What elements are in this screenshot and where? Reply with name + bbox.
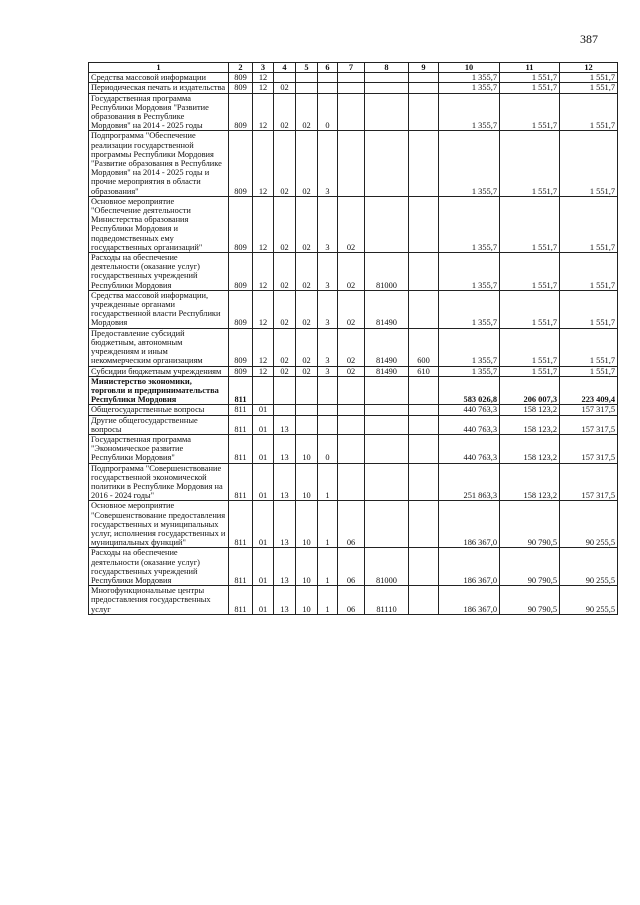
code-subsection: 02	[274, 328, 296, 366]
code-activity	[338, 376, 365, 405]
code-activity: 02	[338, 196, 365, 252]
code-direction: 81490	[365, 366, 409, 376]
table-row	[89, 548, 618, 586]
code-activity	[338, 93, 365, 131]
amount-col11: 90 790,5	[500, 501, 560, 548]
code-expense-type: 610	[409, 366, 439, 376]
code-direction	[365, 93, 409, 131]
code-subprogram	[318, 415, 338, 434]
row-name: Министерство экономики, торговли и предпринимательства Республики Мордовия	[89, 376, 229, 405]
code-program: 02	[296, 328, 318, 366]
code-expense-type	[409, 131, 439, 196]
row-name: Субсидии бюджетным учреждениям	[89, 366, 229, 376]
code-expense-type: 600	[409, 328, 439, 366]
code-subprogram	[318, 73, 338, 83]
code-program: 02	[296, 366, 318, 376]
code-ministry: 809	[229, 290, 253, 328]
code-direction	[365, 376, 409, 405]
amount-col11: 1 551,7	[500, 328, 560, 366]
table-row	[89, 366, 618, 376]
code-subprogram: 3	[318, 290, 338, 328]
code-activity	[338, 131, 365, 196]
code-expense-type	[409, 73, 439, 83]
code-direction	[365, 405, 409, 415]
amount-col12: 1 551,7	[560, 93, 618, 131]
code-direction	[365, 73, 409, 83]
code-subprogram	[318, 376, 338, 405]
row-name: Расходы на обеспечение деятельности (оказание услуг) государственных учреждений Республики Мордовия	[89, 253, 229, 291]
row-name: Периодическая печать и издательства	[89, 83, 229, 93]
row-name: Основное мероприятие "Совершенствование предоставления государственных и муниципальных услуг, исполнения государственных и муниципальных функций"	[89, 501, 229, 548]
code-activity: 02	[338, 253, 365, 291]
code-activity: 06	[338, 548, 365, 586]
code-program	[296, 73, 318, 83]
column-header: 11	[500, 63, 560, 73]
column-header: 9	[409, 63, 439, 73]
code-activity	[338, 83, 365, 93]
code-ministry: 811	[229, 376, 253, 405]
code-program: 10	[296, 586, 318, 615]
code-expense-type	[409, 548, 439, 586]
code-section: 12	[253, 366, 274, 376]
table-row	[89, 196, 618, 252]
code-subprogram: 3	[318, 131, 338, 196]
code-program: 02	[296, 253, 318, 291]
table-row	[89, 253, 618, 291]
code-subsection: 02	[274, 196, 296, 252]
table-row	[89, 434, 618, 463]
code-expense-type	[409, 463, 439, 501]
code-subsection: 13	[274, 434, 296, 463]
code-subsection: 02	[274, 93, 296, 131]
code-direction	[365, 501, 409, 548]
code-program: 10	[296, 501, 318, 548]
code-activity	[338, 434, 365, 463]
column-header: 5	[296, 63, 318, 73]
amount-col11: 1 551,7	[500, 131, 560, 196]
code-subsection: 02	[274, 253, 296, 291]
amount-col12: 1 551,7	[560, 73, 618, 83]
amount-col11: 158 123,2	[500, 415, 560, 434]
code-expense-type	[409, 83, 439, 93]
amount-col12: 157 317,5	[560, 405, 618, 415]
code-subprogram: 0	[318, 93, 338, 131]
column-header: 3	[253, 63, 274, 73]
amount-col12: 223 409,4	[560, 376, 618, 405]
row-name: Другие общегосударственные вопросы	[89, 415, 229, 434]
code-activity: 02	[338, 366, 365, 376]
budget-table	[88, 62, 618, 615]
amount-col12: 90 255,5	[560, 501, 618, 548]
code-ministry: 809	[229, 83, 253, 93]
row-name: Многофункциональные центры предоставления государственных услуг	[89, 586, 229, 615]
amount-col10: 1 355,7	[439, 253, 500, 291]
amount-col12: 1 551,7	[560, 253, 618, 291]
row-name: Предоставление субсидий бюджетным, автономным учреждениям и иным некоммерческим организациям	[89, 328, 229, 366]
code-activity: 06	[338, 501, 365, 548]
code-ministry: 809	[229, 366, 253, 376]
code-section: 12	[253, 328, 274, 366]
code-section: 12	[253, 253, 274, 291]
code-activity: 02	[338, 290, 365, 328]
column-header: 8	[365, 63, 409, 73]
amount-col10: 1 355,7	[439, 83, 500, 93]
code-ministry: 809	[229, 328, 253, 366]
code-activity: 06	[338, 586, 365, 615]
code-direction	[365, 196, 409, 252]
code-expense-type	[409, 501, 439, 548]
code-ministry: 811	[229, 463, 253, 501]
table-row	[89, 415, 618, 434]
code-section: 01	[253, 548, 274, 586]
code-direction	[365, 415, 409, 434]
code-subsection: 02	[274, 366, 296, 376]
code-ministry: 809	[229, 131, 253, 196]
table-row	[89, 586, 618, 615]
code-activity	[338, 405, 365, 415]
code-subprogram: 1	[318, 586, 338, 615]
code-direction: 81110	[365, 586, 409, 615]
amount-col12: 1 551,7	[560, 131, 618, 196]
code-subsection: 13	[274, 415, 296, 434]
code-program	[296, 405, 318, 415]
code-ministry: 809	[229, 253, 253, 291]
code-subprogram: 1	[318, 501, 338, 548]
code-section: 01	[253, 463, 274, 501]
code-subsection: 02	[274, 83, 296, 93]
code-ministry: 809	[229, 73, 253, 83]
code-activity	[338, 73, 365, 83]
code-expense-type	[409, 376, 439, 405]
table-row	[89, 73, 618, 83]
code-program: 02	[296, 93, 318, 131]
code-subprogram: 3	[318, 253, 338, 291]
amount-col10: 1 355,7	[439, 131, 500, 196]
page-number: 387	[580, 32, 598, 46]
table-row	[89, 463, 618, 501]
code-subsection	[274, 376, 296, 405]
column-header: 1	[89, 63, 229, 73]
code-expense-type	[409, 405, 439, 415]
code-subprogram: 0	[318, 434, 338, 463]
amount-col10: 583 026,8	[439, 376, 500, 405]
column-header: 12	[560, 63, 618, 73]
column-header: 6	[318, 63, 338, 73]
amount-col12: 1 551,7	[560, 366, 618, 376]
code-section: 12	[253, 131, 274, 196]
amount-col11: 206 007,3	[500, 376, 560, 405]
code-activity: 02	[338, 328, 365, 366]
amount-col11: 1 551,7	[500, 253, 560, 291]
code-direction: 81490	[365, 328, 409, 366]
code-expense-type	[409, 415, 439, 434]
row-name: Основное мероприятие "Обеспечение деятельности Министерства образования Республики Мордовия и подведомственных ему государственных организаций"	[89, 196, 229, 252]
code-activity	[338, 463, 365, 501]
table-row	[89, 405, 618, 415]
code-activity	[338, 415, 365, 434]
amount-col10: 1 355,7	[439, 196, 500, 252]
code-section	[253, 376, 274, 405]
code-subsection: 02	[274, 290, 296, 328]
amount-col10: 1 355,7	[439, 366, 500, 376]
code-section: 01	[253, 415, 274, 434]
row-name: Расходы на обеспечение деятельности (оказание услуг) государственных учреждений Республики Мордовия	[89, 548, 229, 586]
table-row	[89, 501, 618, 548]
column-header: 2	[229, 63, 253, 73]
amount-col11: 1 551,7	[500, 93, 560, 131]
amount-col11: 158 123,2	[500, 434, 560, 463]
code-subsection	[274, 73, 296, 83]
amount-col12: 90 255,5	[560, 548, 618, 586]
amount-col12: 1 551,7	[560, 328, 618, 366]
code-program: 02	[296, 290, 318, 328]
amount-col11: 1 551,7	[500, 73, 560, 83]
code-program	[296, 83, 318, 93]
amount-col11: 90 790,5	[500, 586, 560, 615]
code-direction: 81490	[365, 290, 409, 328]
amount-col10: 186 367,0	[439, 548, 500, 586]
amount-col11: 158 123,2	[500, 405, 560, 415]
code-subprogram: 1	[318, 463, 338, 501]
amount-col11: 158 123,2	[500, 463, 560, 501]
table-row	[89, 93, 618, 131]
code-section: 12	[253, 73, 274, 83]
code-ministry: 811	[229, 548, 253, 586]
code-direction	[365, 83, 409, 93]
code-expense-type	[409, 586, 439, 615]
code-ministry: 811	[229, 586, 253, 615]
code-ministry: 811	[229, 405, 253, 415]
table-row	[89, 328, 618, 366]
row-name: Общегосударственные вопросы	[89, 405, 229, 415]
code-subprogram: 3	[318, 196, 338, 252]
amount-col11: 90 790,5	[500, 548, 560, 586]
code-direction: 81000	[365, 548, 409, 586]
code-subsection: 13	[274, 548, 296, 586]
code-expense-type	[409, 93, 439, 131]
code-expense-type	[409, 196, 439, 252]
column-header: 10	[439, 63, 500, 73]
amount-col10: 1 355,7	[439, 93, 500, 131]
code-ministry: 811	[229, 415, 253, 434]
amount-col12: 1 551,7	[560, 83, 618, 93]
code-ministry: 811	[229, 501, 253, 548]
row-name: Средства массовой информации, учрежденные органами государственной власти Республики Мордовия	[89, 290, 229, 328]
code-ministry: 809	[229, 93, 253, 131]
table-row	[89, 376, 618, 405]
code-direction	[365, 463, 409, 501]
code-expense-type	[409, 290, 439, 328]
amount-col10: 1 355,7	[439, 290, 500, 328]
column-header: 4	[274, 63, 296, 73]
row-name: Подпрограмма "Совершенствование государственной экономической политики в Республике Мордовия на 2016 - 2024 годы"	[89, 463, 229, 501]
amount-col12: 157 317,5	[560, 434, 618, 463]
code-subprogram	[318, 405, 338, 415]
code-section: 12	[253, 196, 274, 252]
code-subprogram: 3	[318, 366, 338, 376]
amount-col11: 1 551,7	[500, 83, 560, 93]
amount-col12: 157 317,5	[560, 463, 618, 501]
code-subsection: 13	[274, 586, 296, 615]
row-name: Подпрограмма "Обеспечение реализации государственной программы Республики Мордовия "Развитие образования в Республике Мордовия" на 2014 - 2025 годы и прочие мероприятия в области образования"	[89, 131, 229, 196]
code-expense-type	[409, 434, 439, 463]
code-program: 02	[296, 131, 318, 196]
code-expense-type	[409, 253, 439, 291]
amount-col11: 1 551,7	[500, 366, 560, 376]
code-section: 01	[253, 405, 274, 415]
code-subsection: 13	[274, 501, 296, 548]
code-program: 10	[296, 548, 318, 586]
code-program: 02	[296, 196, 318, 252]
row-name: Средства массовой информации	[89, 73, 229, 83]
amount-col10: 186 367,0	[439, 586, 500, 615]
amount-col12: 1 551,7	[560, 290, 618, 328]
code-ministry: 811	[229, 434, 253, 463]
amount-col12: 157 317,5	[560, 415, 618, 434]
table-row	[89, 131, 618, 196]
amount-col10: 440 763,3	[439, 405, 500, 415]
amount-col11: 1 551,7	[500, 290, 560, 328]
amount-col10: 440 763,3	[439, 415, 500, 434]
amount-col10: 1 355,7	[439, 328, 500, 366]
code-subsection: 02	[274, 131, 296, 196]
column-header: 7	[338, 63, 365, 73]
row-name: Государственная программа Республики Мордовия "Развитие образования в Республике Мордовия" на 2014 - 2025 годы	[89, 93, 229, 131]
amount-col10: 186 367,0	[439, 501, 500, 548]
code-section: 12	[253, 290, 274, 328]
amount-col12: 1 551,7	[560, 196, 618, 252]
amount-col10: 1 355,7	[439, 73, 500, 83]
code-ministry: 809	[229, 196, 253, 252]
code-subprogram	[318, 83, 338, 93]
code-program: 10	[296, 463, 318, 501]
code-section: 12	[253, 93, 274, 131]
code-direction: 81000	[365, 253, 409, 291]
code-section: 01	[253, 501, 274, 548]
code-section: 12	[253, 83, 274, 93]
code-subprogram: 3	[318, 328, 338, 366]
table-row	[89, 290, 618, 328]
code-subsection	[274, 405, 296, 415]
table-header-row	[89, 63, 618, 73]
code-program	[296, 415, 318, 434]
code-subprogram: 1	[318, 548, 338, 586]
code-program	[296, 376, 318, 405]
code-section: 01	[253, 586, 274, 615]
table-row	[89, 83, 618, 93]
code-section: 01	[253, 434, 274, 463]
code-direction	[365, 131, 409, 196]
row-name: Государственная программа "Экономическое развитие Республики Мордовия"	[89, 434, 229, 463]
code-program: 10	[296, 434, 318, 463]
amount-col10: 440 763,3	[439, 434, 500, 463]
code-subsection: 13	[274, 463, 296, 501]
amount-col11: 1 551,7	[500, 196, 560, 252]
amount-col12: 90 255,5	[560, 586, 618, 615]
amount-col10: 251 863,3	[439, 463, 500, 501]
code-direction	[365, 434, 409, 463]
